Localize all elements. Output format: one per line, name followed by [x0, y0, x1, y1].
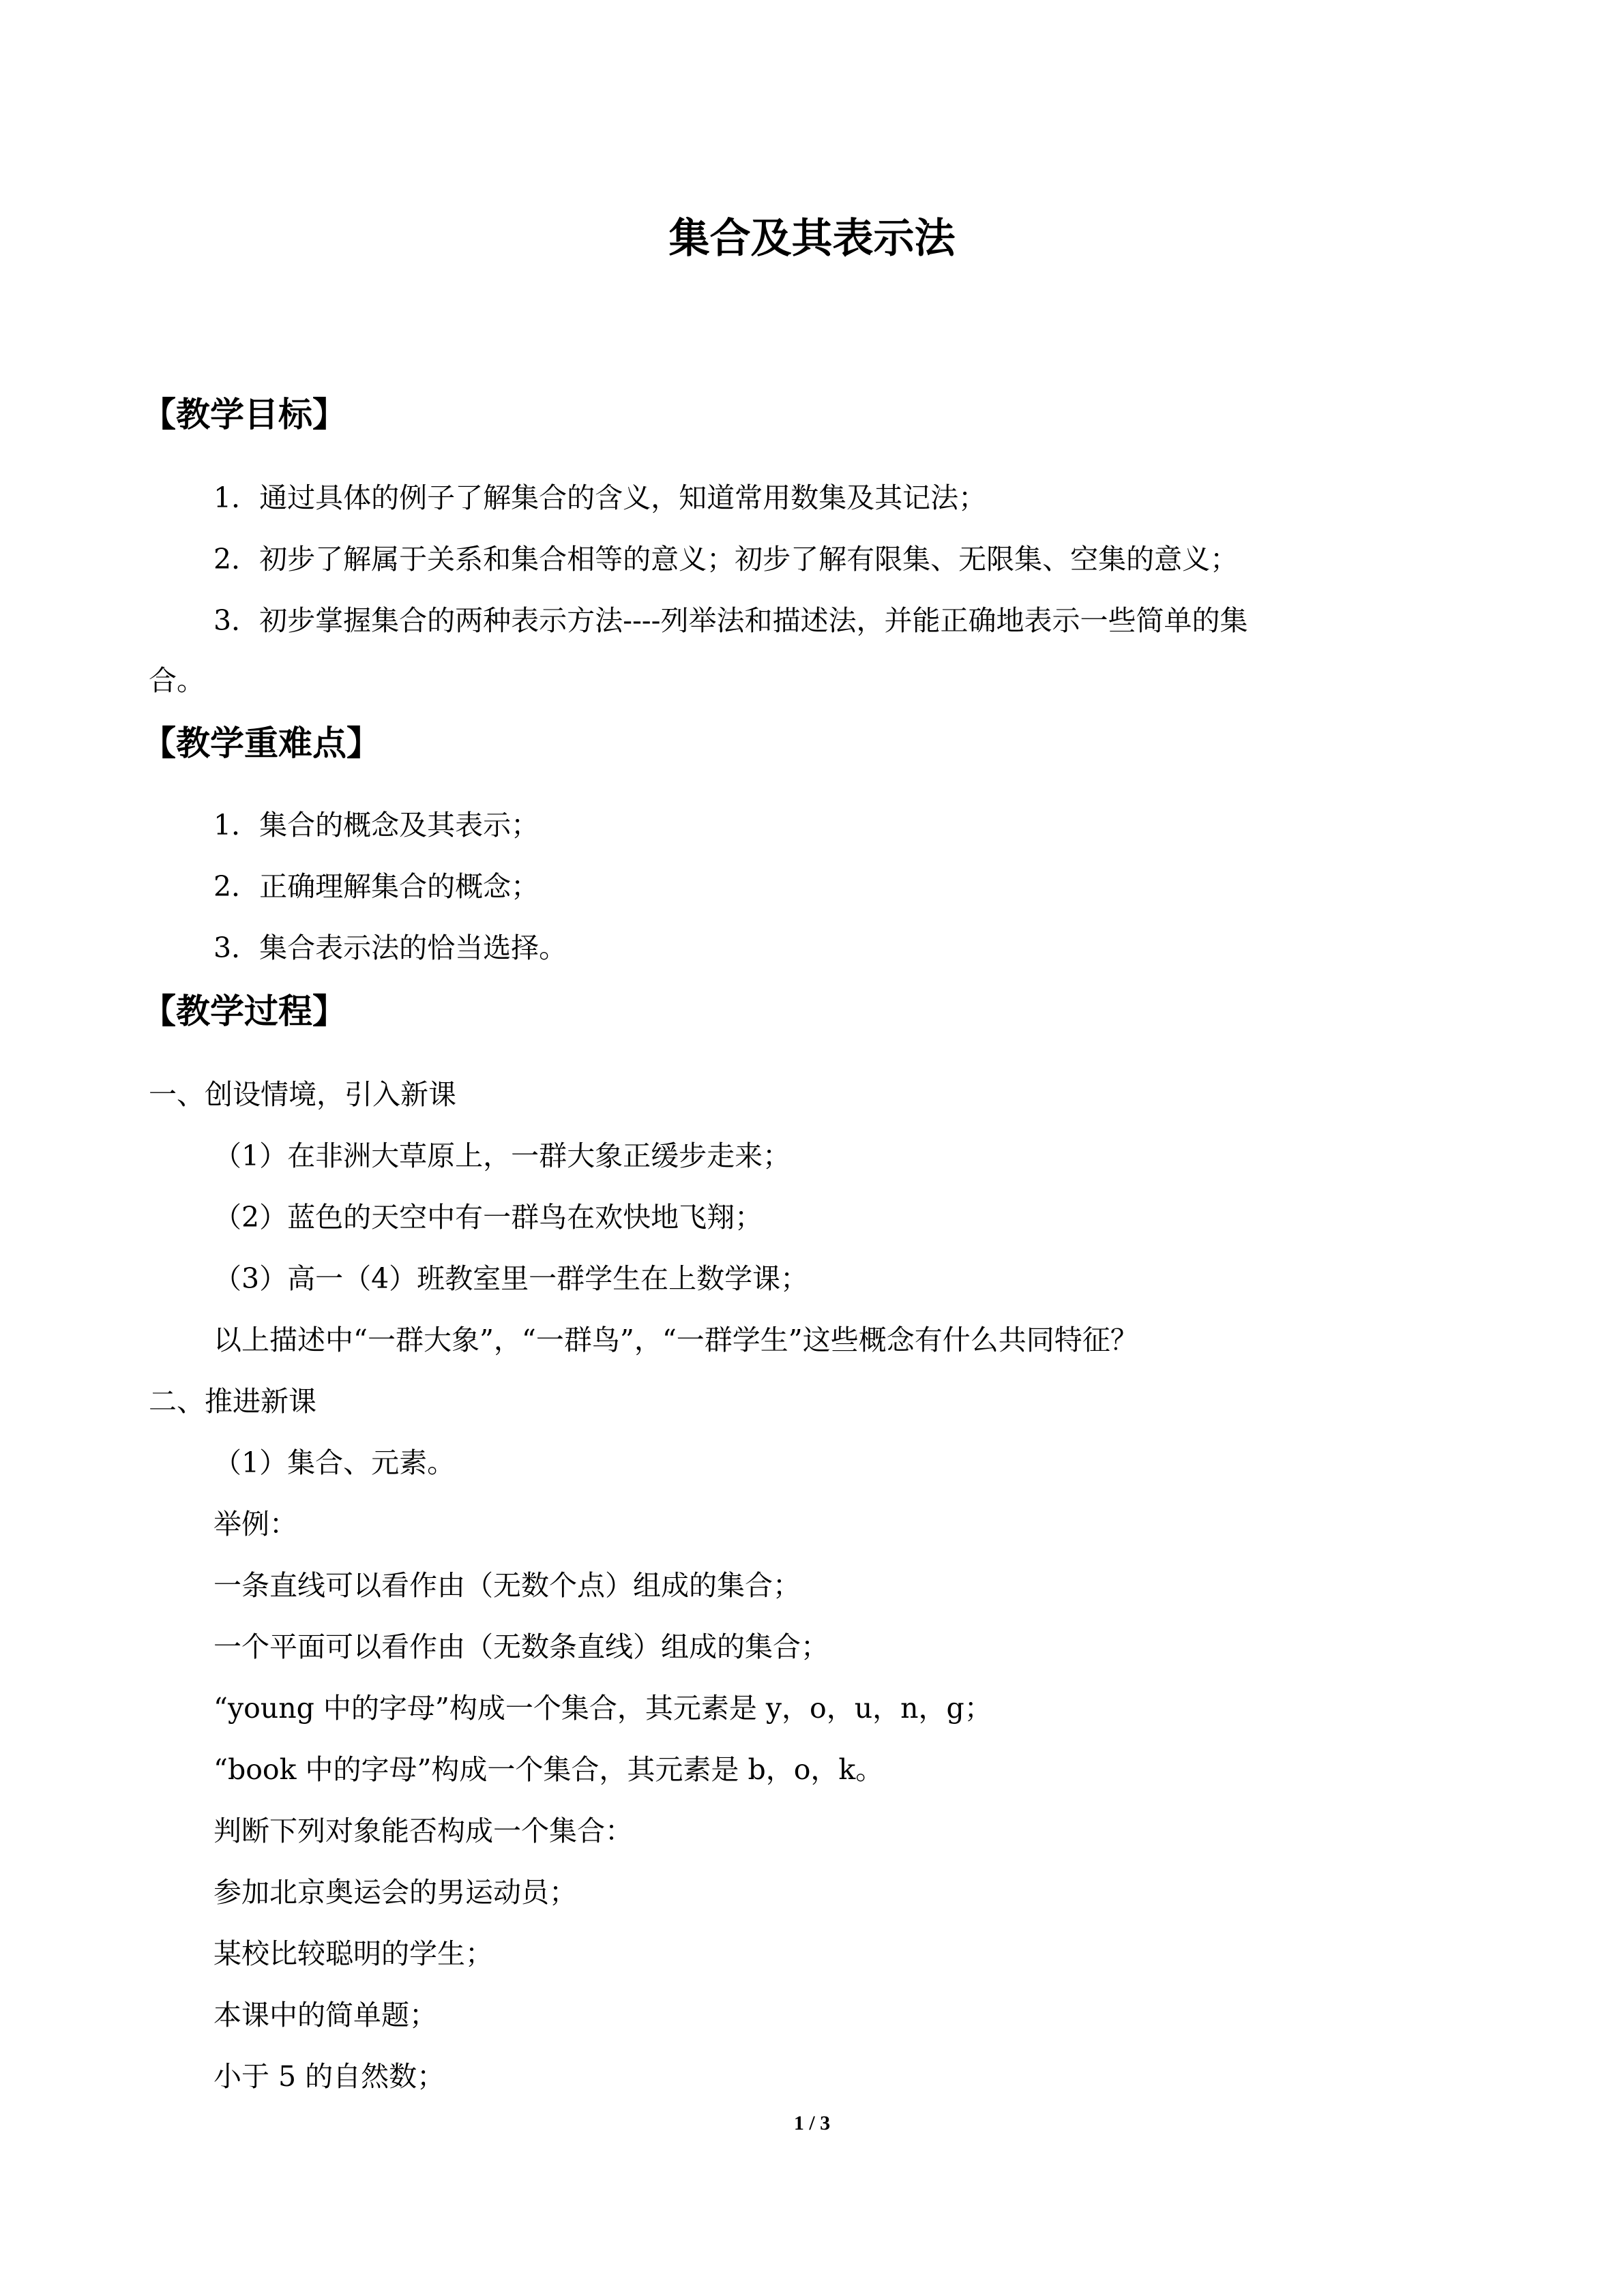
- key-point-item: 2．正确理解集合的概念；: [213, 870, 540, 903]
- process-item: “young 中的字母”构成一个集合，其元素是 y，o，u，n，g；: [213, 1692, 992, 1725]
- process-question: 以上描述中“一群大象”，“一群鸟”，“一群学生”这些概念有什么共同特征？: [213, 1324, 1138, 1356]
- objective-item-continuation: 合。: [149, 664, 205, 697]
- section-heading-key-points: 【教学重难点】: [142, 724, 381, 763]
- process-item: 小于 5 的自然数；: [213, 2060, 445, 2093]
- process-item: （3）高一（4）班教室里一群学生在上数学课；: [213, 1262, 809, 1295]
- objective-item: 3．初步掌握集合的两种表示方法----列举法和描述法，并能正确地表示一些简单的集: [213, 604, 1248, 637]
- process-item: 一个平面可以看作由（无数条直线）组成的集合；: [213, 1630, 829, 1663]
- process-item: 某校比较聪明的学生；: [213, 1937, 493, 1970]
- section-heading-objectives: 【教学目标】: [142, 395, 346, 434]
- section-heading-process: 【教学过程】: [142, 992, 346, 1031]
- page-title: 集合及其表示法: [668, 215, 956, 263]
- process-item: （2）蓝色的天空中有一群鸟在欢快地飞翔；: [213, 1201, 763, 1234]
- process-item: 一条直线可以看作由（无数个点）组成的集合；: [213, 1569, 801, 1602]
- process-item: 参加北京奥运会的男运动员；: [213, 1876, 577, 1909]
- process-part1-title: 一、创设情境，引入新课: [149, 1078, 456, 1111]
- key-point-item: 3．集合表示法的恰当选择。: [213, 931, 567, 964]
- process-item: “book 中的字母”构成一个集合，其元素是 b，o，k。: [213, 1753, 884, 1786]
- process-item: （1）集合、元素。: [213, 1446, 456, 1479]
- page-number: 1 / 3: [793, 2112, 831, 2134]
- process-part2-title: 二、推进新课: [149, 1385, 316, 1418]
- process-item: 本课中的简单题；: [213, 1999, 437, 2031]
- process-item: 举例：: [213, 1508, 297, 1540]
- objective-item: 1．通过具体的例子了解集合的含义，知道常用数集及其记法；: [213, 481, 987, 514]
- process-item: 判断下列对象能否构成一个集合：: [213, 1815, 633, 1847]
- key-point-item: 1．集合的概念及其表示；: [213, 809, 540, 841]
- process-item: （1）在非洲大草原上，一群大象正缓步走来；: [213, 1139, 791, 1172]
- objective-item: 2．初步了解属于关系和集合相等的意义；初步了解有限集、无限集、空集的意义；: [213, 543, 1239, 576]
